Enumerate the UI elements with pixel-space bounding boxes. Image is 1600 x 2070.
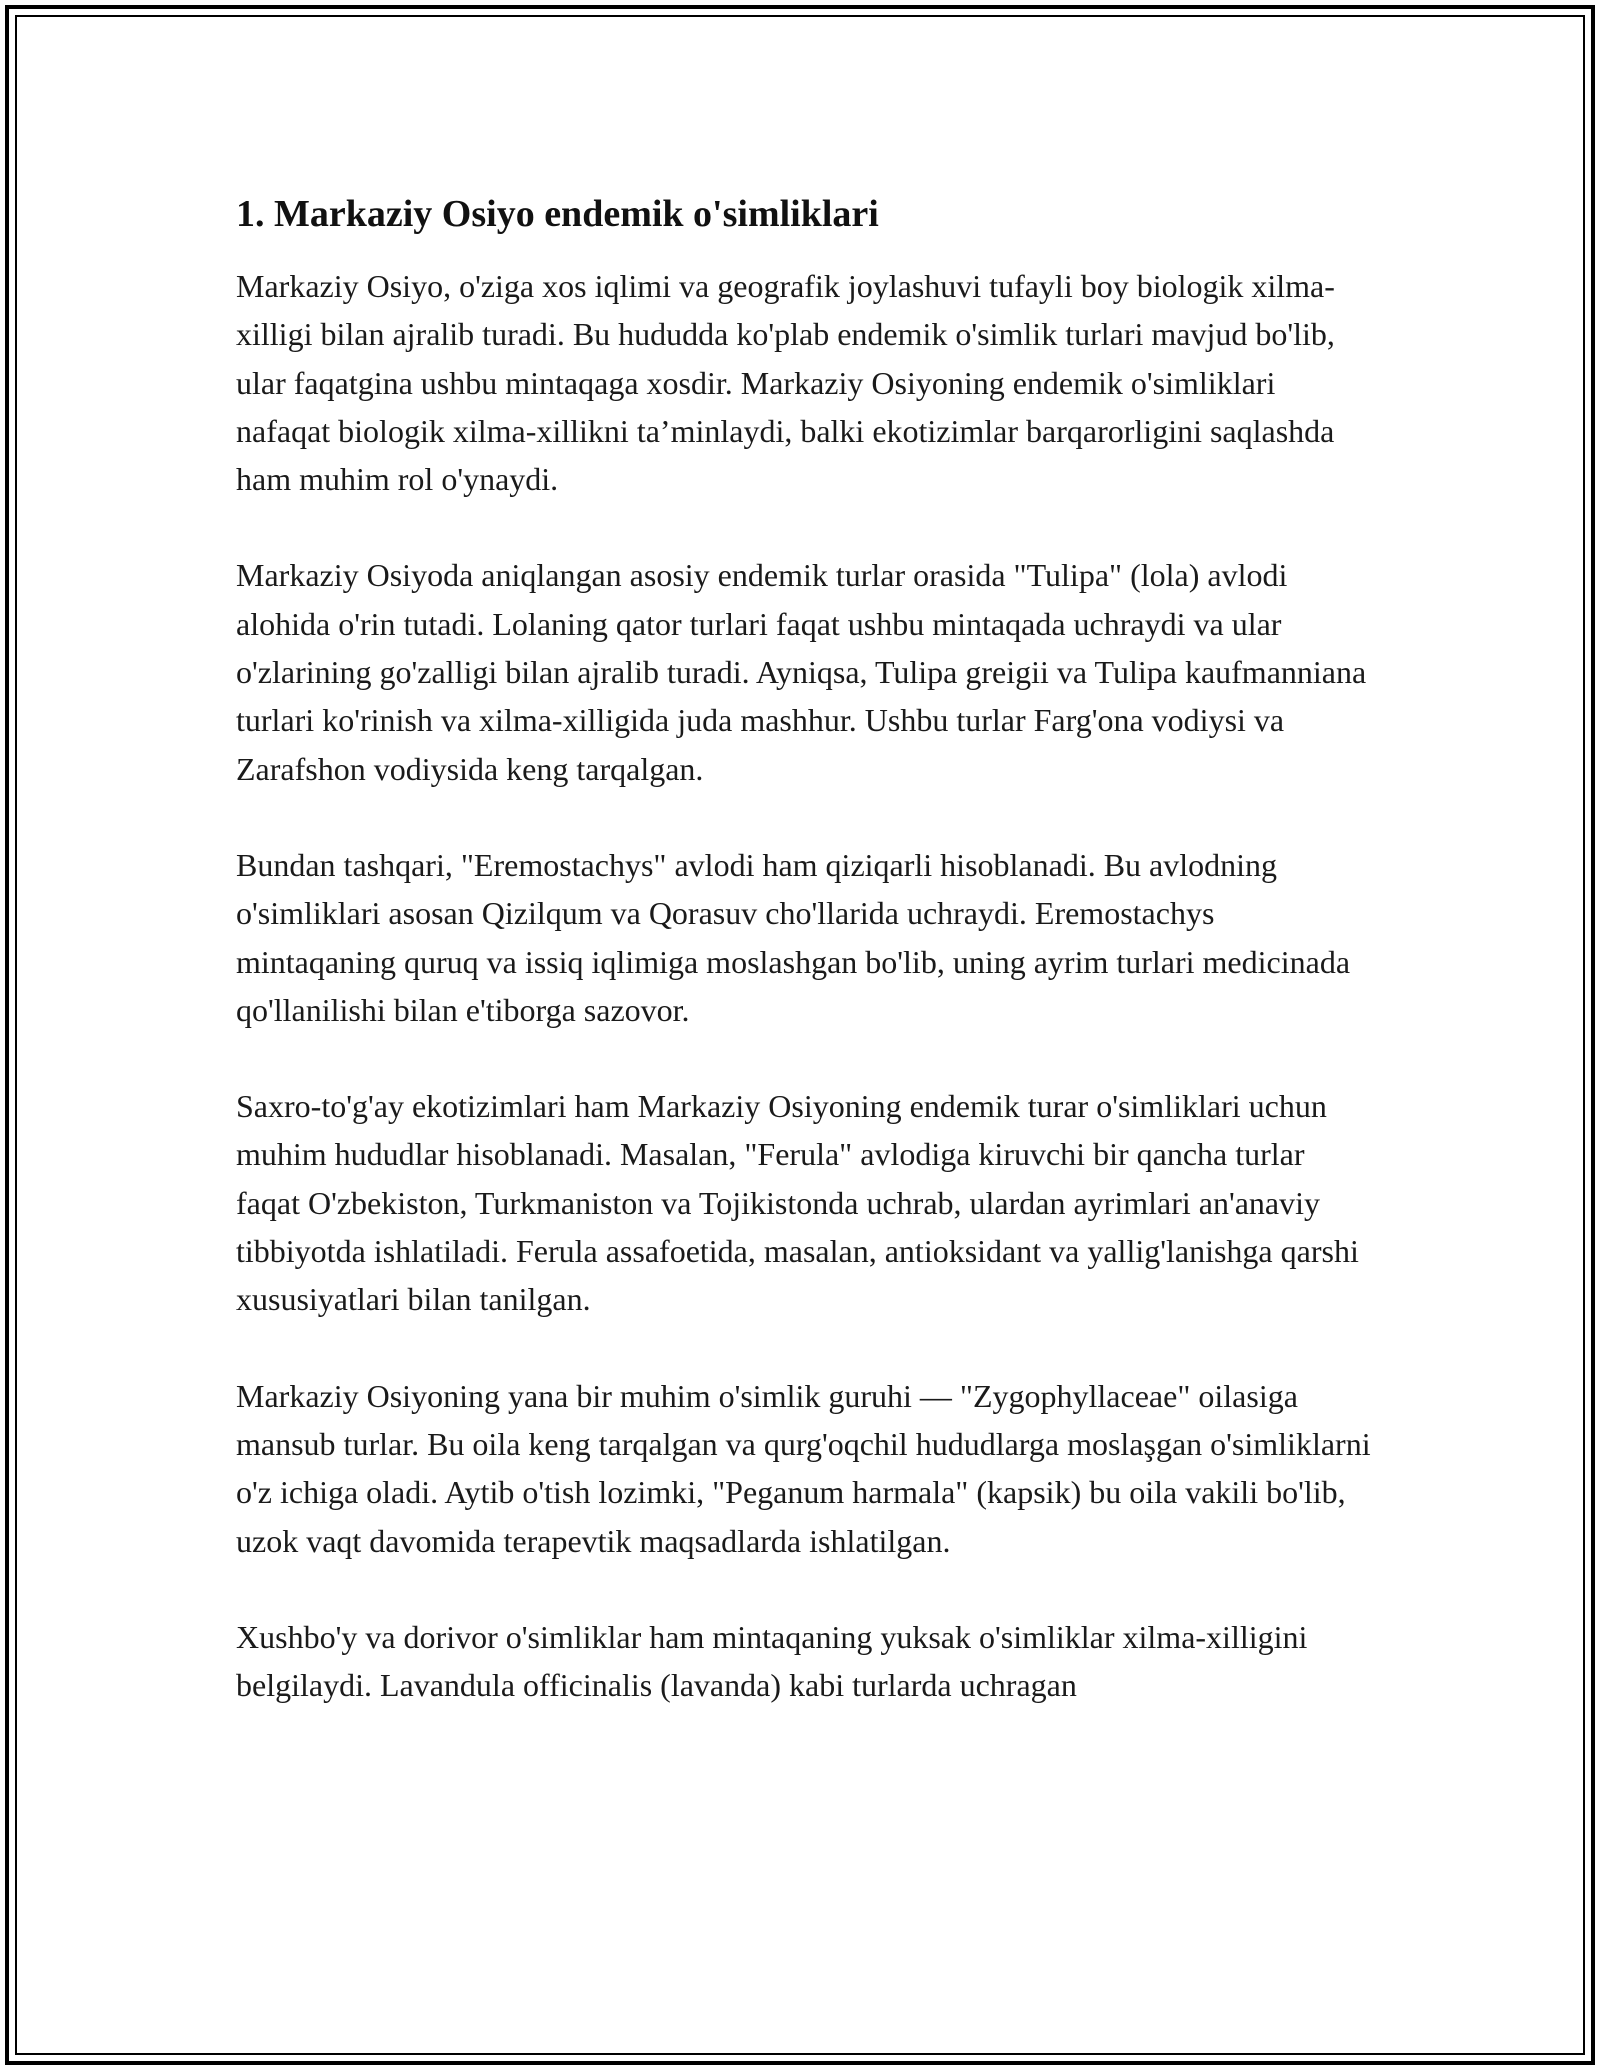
document-body — [236, 186, 1376, 1757]
paragraph-zygophyllaceae: Markaziy Osiyoning yana bir muhim o'simlik guruhi — "Zygophyllaceae" oilasiga mansub turlar. Bu oila keng tarqalgan va qurg'oqchil hududlarga moslaşgan o'simliklarni o'z ichiga oladi. Aytib o'tish lozimki, "Peganum harmala" (kapsik) bu oila vakili bo'lib, uzok vaqt davomida terapevtik maqsadlarda ishlatilgan. — [236, 1377, 1371, 1559]
paragraph-intro: Markaziy Osiyo, o'ziga xos iqlimi va geografik joylashuvi tufayli boy biologik xilma-xilligi bilan ajralib turadi. Bu hududda ko'plab endemik o'simlik turlari mavjud bo'lib, ular faqatgina ushbu mintaqaga xosdir. Markaziy Osiyoning endemik o'simliklari nafaqat biologik xilma-xillikni ta’minlaydi, balki ekotizimlar barqarorligini saqlashda ham muhim rol o'ynaydi. — [236, 268, 1335, 498]
paragraph-tulipa: Markaziy Osiyoda aniqlangan asosiy endemik turlar orasida "Tulipa" (lola) avlodi alohida o'rin tutadi. Lolaning qator turlari faqat ushbu mintaqada uchraydi va ular o'zlarining go'zalligi bilan ajralib turadi. Ayniqsa, Tulipa greigii va Tulipa kaufmanniana turlari ko'rinish va xilma-xilligida juda mashhur. Ushbu turlar Farg'ona vodiysi va Zarafshon vodiysida keng tarqalgan. — [236, 557, 1367, 787]
paragraph-aromatic-plants: Xushbo'y va dorivor o'simliklar ham mintaqaning yuksak o'simliklar xilma-xilligini belgilaydi. Lavandula officinalis (lavanda) kabi turlarda uchragan — [236, 1618, 1308, 1704]
paragraph-eremostachys: Bundan tashqari, "Eremostachys" avlodi ham qiziqarli hisoblanadi. Bu avlodning o'simliklari asosan Qizilqum va Qorasuv cho'llarida uchraydi. Eremostachys mintaqaning quruq va issiq iqlimiga moslashgan bo'lib, uning ayrim turlari medicinada qo'llanilishi bilan e'tiborga sazovor. — [236, 846, 1351, 1028]
section-heading: 1. Markaziy Osiyo endemik o'simliklari — [236, 193, 879, 235]
paragraph-ferula: Saxro-to'g'ay ekotizimlari ham Markaziy Osiyoning endemik turar o'simliklari uchun muhim hududlar hisoblanadi. Masalan, "Ferula" avlodiga kiruvchi bir qancha turlar faqat O'zbekiston, Turkmaniston va Tojikistonda uchrab, ulardan ayrimlari an'anaviy tibbiyotda ishlatiladi. Ferula assafoetida, masalan, antioksidant va yallig'lanishga qarshi xususiyatlari bilan tanilgan. — [236, 1088, 1359, 1318]
